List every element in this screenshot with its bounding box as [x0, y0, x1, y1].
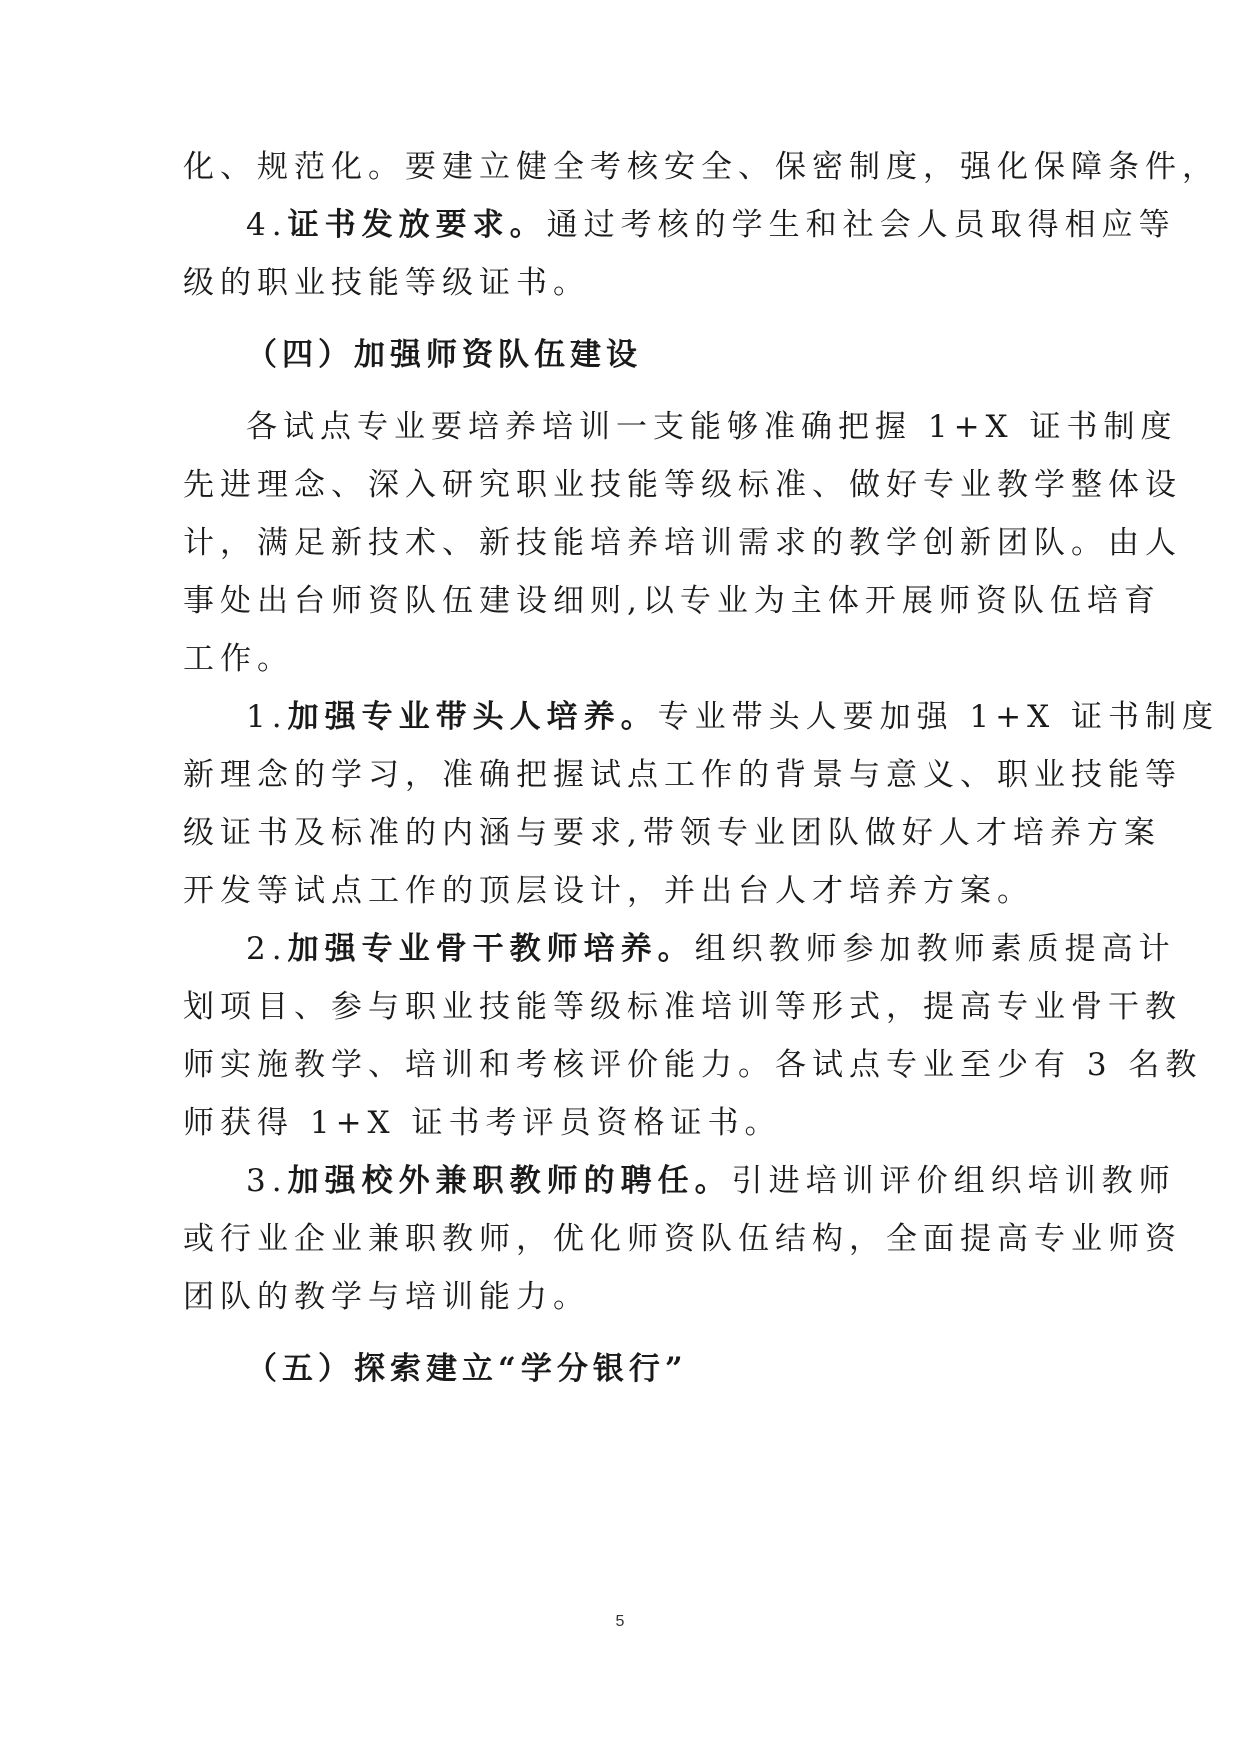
section-heading: （四）加强师资队伍建设: [246, 337, 642, 373]
page-number: 5: [615, 1613, 625, 1630]
paragraph-line: 先进理念、深入研究职业技能等级标准、做好专业教学整体设: [183, 467, 1182, 503]
list-item-line: [246, 1161, 1176, 1201]
paragraph-line: 开发等试点工作的顶层设计，并出台人才培养方案。: [183, 873, 1034, 909]
item-text: 组织教师参加教师素质提高计: [694, 931, 1176, 967]
paragraph-line: 各试点专业要培养培训一支能够准确把握 1+X 证书制度: [246, 409, 1178, 445]
section-heading: （五）探索建立“学分银行”: [246, 1351, 688, 1387]
item-text: 引进培训评价组织培训教师: [731, 1163, 1176, 1199]
item-text: 专业带头人要加强 1+X 证书制度: [657, 699, 1220, 735]
item-title: 加强校外兼职教师的聘任。: [287, 1163, 732, 1199]
paragraph-line: 新理念的学习，准确把握试点工作的背景与意义、职业技能等: [183, 757, 1182, 793]
item-number: 3.: [246, 1163, 288, 1199]
paragraph-line: 计，满足新技术、新技能培养培训需求的教学创新团队。由人: [183, 525, 1182, 561]
list-item-line: [246, 205, 1176, 245]
item-number: 1.: [246, 699, 288, 735]
paragraph-line: 团队的教学与培训能力。: [183, 1279, 590, 1315]
item-title: 证书发放要求。: [287, 207, 547, 243]
item-text: 通过考核的学生和社会人员取得相应等: [546, 207, 1176, 243]
paragraph-line: 事处出台师资队伍建设细则,以专业为主体开展师资队伍培育: [183, 583, 1161, 619]
paragraph-line: 级的职业技能等级证书。: [183, 265, 590, 301]
item-number: 2.: [246, 931, 288, 967]
paragraph-line: 工作。: [183, 641, 294, 677]
paragraph-line: 或行业企业兼职教师，优化师资队伍结构，全面提高专业师资: [183, 1221, 1182, 1257]
item-title: 加强专业带头人培养。: [287, 699, 658, 735]
paragraph-line: 师获得 1+X 证书考评员资格证书。: [183, 1105, 782, 1141]
paragraph-line: 化、规范化。要建立健全考核安全、保密制度，强化保障条件，: [183, 149, 1219, 185]
paragraph-line: 划项目、参与职业技能等级标准培训等形式，提高专业骨干教: [183, 989, 1182, 1025]
item-title: 加强专业骨干教师培养。: [287, 931, 695, 967]
paragraph-line: 师实施教学、培训和考核评价能力。各试点专业至少有 3 名教: [183, 1047, 1203, 1083]
list-item-line: [246, 929, 1176, 969]
paragraph-line: 级证书及标准的内涵与要求,带领专业团队做好人才培养方案: [183, 815, 1161, 851]
list-item-line: [246, 697, 1220, 737]
item-number: 4.: [246, 207, 288, 243]
